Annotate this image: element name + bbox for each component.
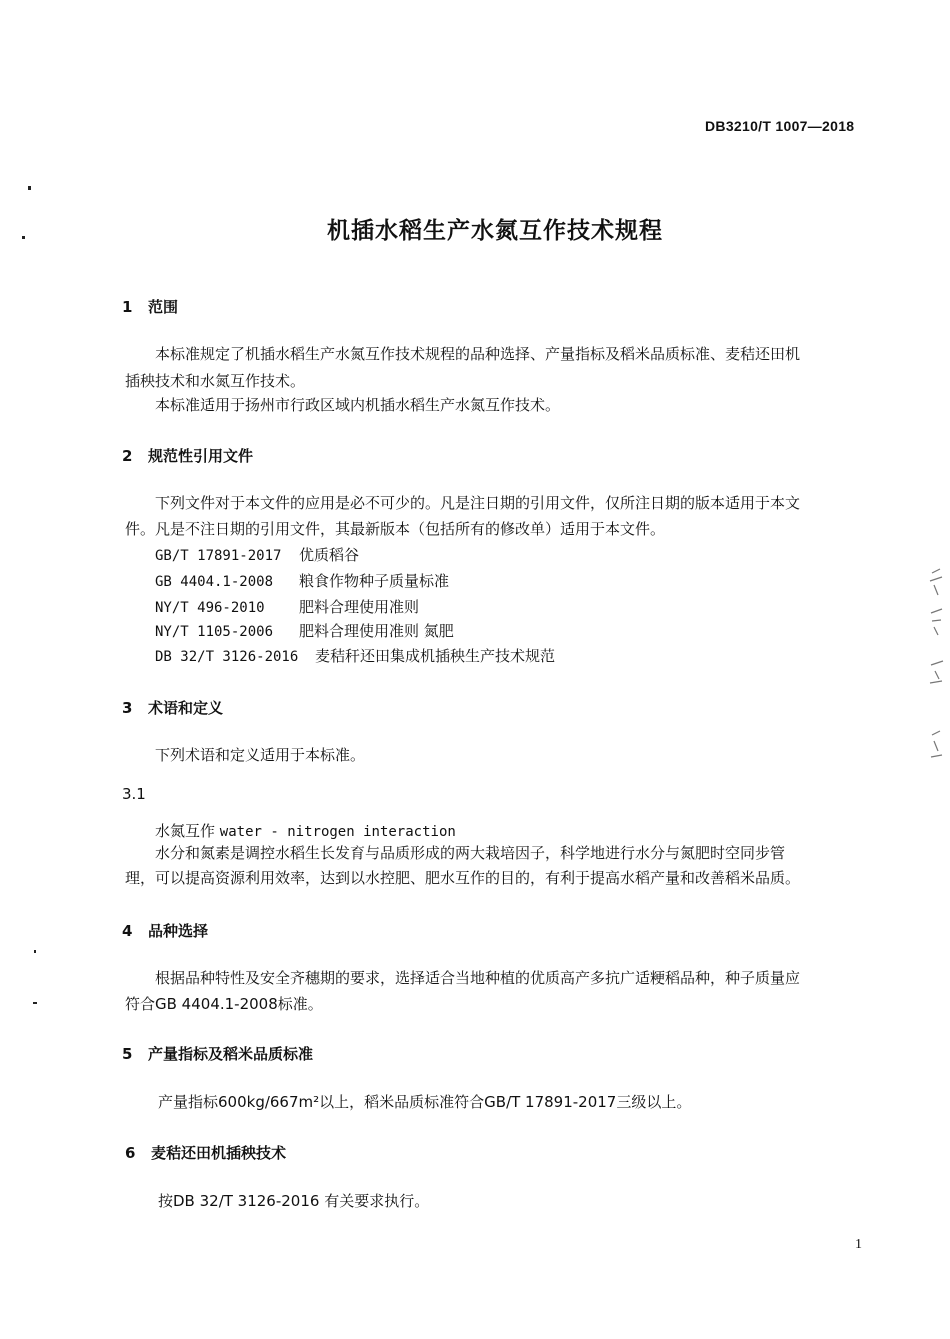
page-number: 1: [855, 1237, 862, 1252]
standard-number: DB3210/T 1007—2018: [705, 118, 855, 134]
section-title: 规范性引用文件: [148, 447, 254, 465]
paragraph-line: 产量指标600kg/667m²以上，稻米品质标准符合GB/T 17891-2017三级以上。: [158, 1093, 692, 1111]
document-title: 机插水稻生产水氮互作技术规程: [327, 218, 663, 244]
section-number: 2: [122, 447, 133, 465]
paragraph-line: 水分和氮素是调控水稻生长发育与品质形成的两大栽培因子，科学地进行水分与氮肥时空同步管: [155, 844, 786, 862]
paragraph-line: 下列术语和定义适用于本标准。: [155, 746, 366, 764]
section-3-heading: [122, 697, 223, 718]
reference-item: [155, 620, 454, 641]
scan-speck: [28, 186, 31, 190]
reference-item: [155, 645, 555, 666]
section-number: 1: [122, 298, 133, 316]
reference-code: GB 4404.1-2008: [155, 574, 274, 590]
paragraph-line: 件。凡是不注日期的引用文件，其最新版本（包括所有的修改单）适用于本文件。: [125, 520, 666, 538]
section-title: 麦秸还田机插秧技术: [151, 1144, 287, 1162]
paragraph-line: 根据品种特性及安全齐穗期的要求，选择适合当地种植的优质高产多抗广适粳稻品种，种子质量应: [155, 969, 801, 987]
reference-item: [155, 570, 449, 591]
reference-item: [155, 544, 359, 565]
scan-speck: [34, 950, 36, 953]
paragraph-line: 本标准适用于扬州市行政区域内机插水稻生产水氮互作技术。: [155, 396, 561, 414]
reference-name: 麦秸秆还田集成机插秧生产技术规范: [315, 647, 556, 665]
scan-speck: [33, 1002, 37, 1004]
section-title: 品种选择: [148, 922, 209, 940]
section-2-heading: [122, 445, 253, 466]
reference-code: NY/T 496-2010: [155, 600, 265, 616]
reference-code: DB 32/T 3126-2016: [155, 649, 299, 665]
section-1-heading: [122, 296, 178, 317]
section-number: 4: [122, 922, 133, 940]
reference-name: 肥料合理使用准则: [299, 598, 420, 616]
reference-name: 优质稻谷: [299, 546, 360, 564]
scan-artifact: [926, 565, 948, 775]
section-number: 6: [125, 1144, 136, 1162]
reference-name: 肥料合理使用准则 氮肥: [299, 622, 454, 640]
paragraph-line: 下列文件对于本文件的应用是必不可少的。凡是注日期的引用文件，仅所注日期的版本适用于本文: [155, 494, 801, 512]
paragraph-line: 本标准规定了机插水稻生产水氮互作技术规程的品种选择、产量指标及稻米品质标准、麦秸还田机: [155, 345, 801, 363]
section-title: 产量指标及稻米品质标准: [148, 1045, 314, 1063]
paragraph-line: 插秧技术和水氮互作技术。: [125, 372, 306, 390]
reference-name: 粮食作物种子质量标准: [299, 572, 450, 590]
reference-code: GB/T 17891-2017: [155, 548, 282, 564]
section-6-heading: [125, 1142, 286, 1163]
section-number: 3: [122, 699, 133, 717]
section-number: 5: [122, 1045, 133, 1063]
term-english: water - nitrogen interaction: [219, 824, 456, 840]
section-title: 术语和定义: [148, 699, 224, 717]
scan-speck: [22, 236, 25, 239]
reference-item: [155, 596, 419, 617]
subsection-number: 3.1: [122, 785, 146, 803]
section-4-heading: [122, 920, 208, 941]
reference-code: NY/T 1105-2006: [155, 624, 274, 640]
paragraph-line: 理，可以提高资源利用效率，达到以水控肥、肥水互作的目的，有利于提高水稻产量和改善稻米品质。: [125, 869, 801, 887]
section-title: 范围: [148, 298, 179, 316]
term-entry: [155, 820, 456, 841]
paragraph-line: 按DB 32/T 3126-2016 有关要求执行。: [158, 1192, 430, 1210]
term-chinese: 水氮互作: [155, 822, 216, 840]
paragraph-line: 符合GB 4404.1-2008标准。: [125, 995, 323, 1013]
section-5-heading: [122, 1043, 313, 1064]
